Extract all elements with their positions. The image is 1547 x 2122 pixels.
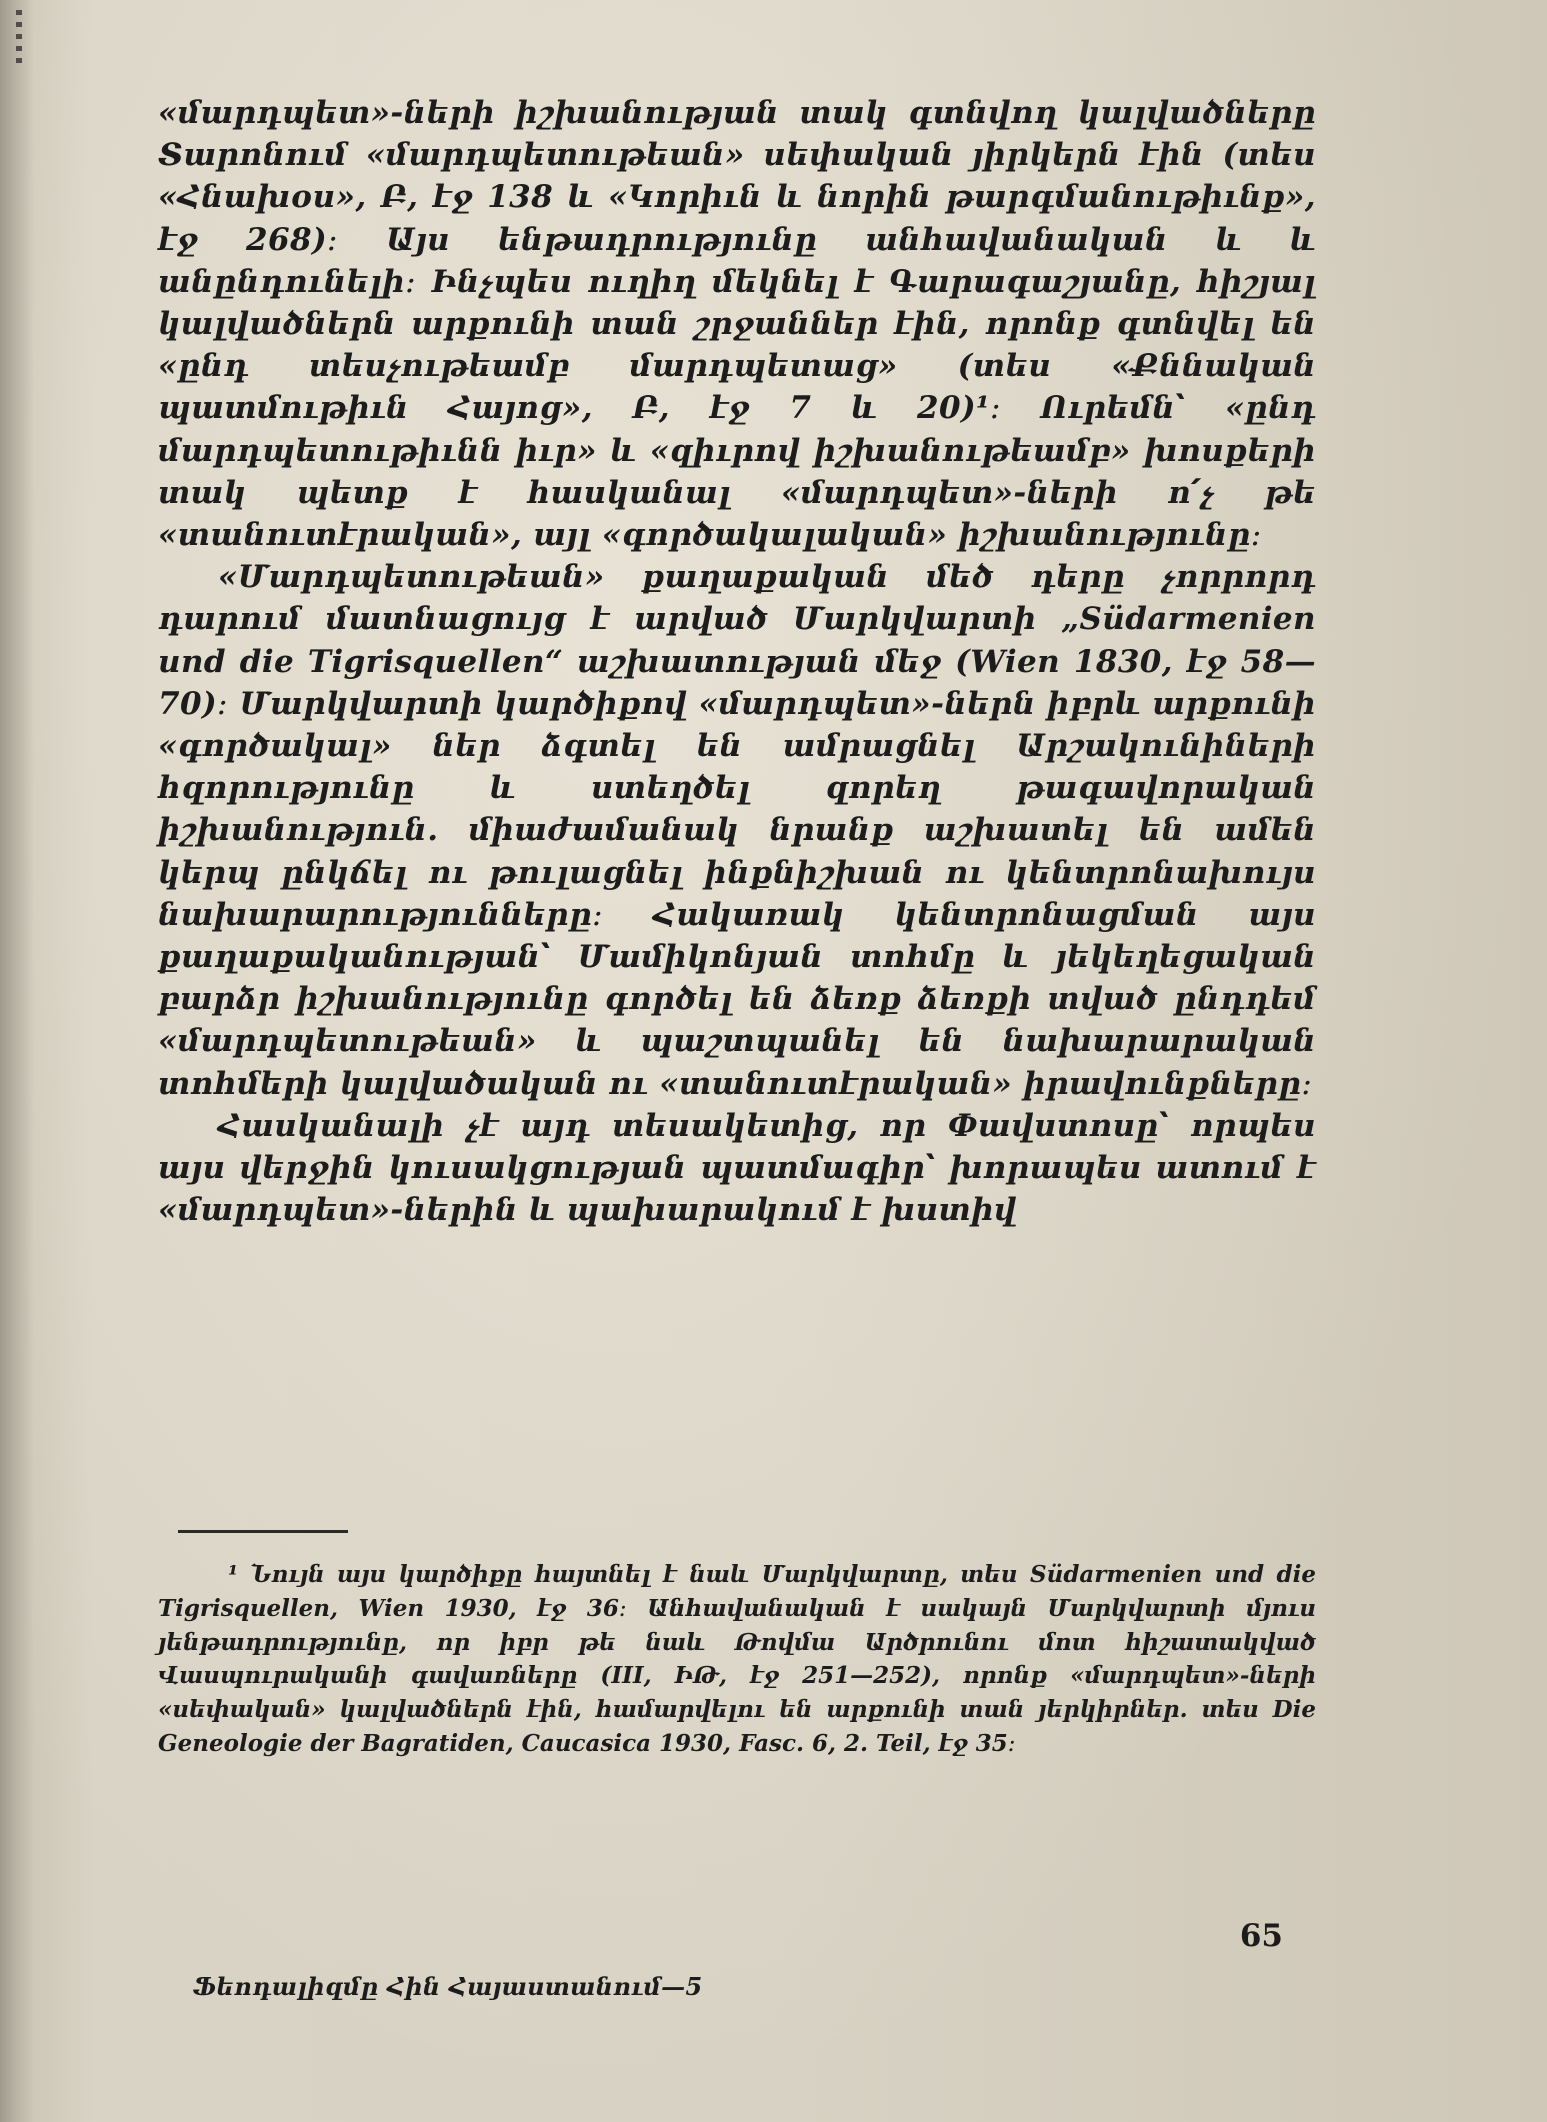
printer-signature: Ֆեոդալիզմը Հին Հայաստանում—5 [193,1972,703,2001]
page-number: 65 [1239,1918,1283,1954]
paragraph-3: Հասկանալի չէ այդ տեսակետից, որ Փավստոսը՝ որպես այս վերջին կուսակցության պատմագիր՝ խորապես ատում է «մարդպետ»-ներին և պախարակում է խստիվ [158,1107,1316,1229]
binding-stitch-marks [16,10,22,70]
main-text [158,92,1316,1231]
footnote-separator [178,1530,348,1533]
page-binding-edge [0,0,34,2122]
footnote: ¹ Նույն այս կարծիքը հայտնել է նաև Մարկվարտը, տես Südarmenien und die Tigrisquellen, Wien 1930, էջ 36։ Անհավանական է սակայն Մարկվարտի մյուս յենթադրությունը, որ իբր թե նաև Թովմա Արծրունու մոտ հիշատակված Վասպուրականի գավառները (III, ԻԹ, էջ 251—252), որոնք «մարդպետ»-ների «սեփական» կալվածներն էին, համարվելու են արքունի տան յերկիրներ. տես Die Geneologie der Bagratiden, Caucasica 1930, Fasc. 6, 2. Teil, էջ 35։ [158,1561,1316,1757]
paragraph-1: «մարդպետ»-ների իշխանության տակ գտնվող կալվածները Տարոնում «մարդպետութեան» սեփական յիրկերն էին (տես «Հնախօս», Բ, էջ 138 և «Կորիւն և նորին թարգմանութիւնք», էջ 268)։ Այս ենթադրությունը անհավանական և և անընդունելի։ Ինչպես ուղիղ մեկնել է Գարագաշյանը, հիշյալ կալվածներն արքունի տան շրջաններ էին, որոնք գտնվել են «ընդ տեսչութեամբ մարդպետաց» (տես «Քննական պատմութիւն Հայոց», Բ, էջ 7 և 20)¹։ Ուրեմն՝ «ընդ մարդպետութիւնն իւր» և «զիւրով իշխանութեամբ» խոսքերի տակ պետք է հասկանալ «մարդպետ»-ների ո՛չ թե «տանուտէրական», այլ «գործակալական» իշխանությունը։ [158,95,1316,554]
paragraph-2: «Մարդպետութեան» քաղաքական մեծ դերը չորրորդ դարում մատնացույց է արված Մարկվարտի „Südarmenien und die Tigrisquellen“ աշխատության մեջ (Wien 1830, էջ 58—70)։ Մարկվարտի կարծիքով «մարդպետ»-ներն իբրև արքունի «գործակալ» ներ ձգտել են ամրացնել Արշակունիների հզորությունը և ստեղծել զորեղ թագավորական իշխանություն. միաժամանակ նրանք աշխատել են ամեն կերպ ընկճել ու թուլացնել ինքնիշխան ու կենտրոնախույս նախարարությունները։ Հակառակ կենտրոնացման այս քաղաքականության՝ Մամիկոնյան տոհմը և յեկեղեցական բարձր իշխանությունը գործել են ձեռք ձեռքի տված ընդդեմ «մարդպետութեան» և պաշտպանել են նախարարական տոհմերի կալվածական ու «տանուտէրական» իրավունքները։ [158,559,1316,1102]
